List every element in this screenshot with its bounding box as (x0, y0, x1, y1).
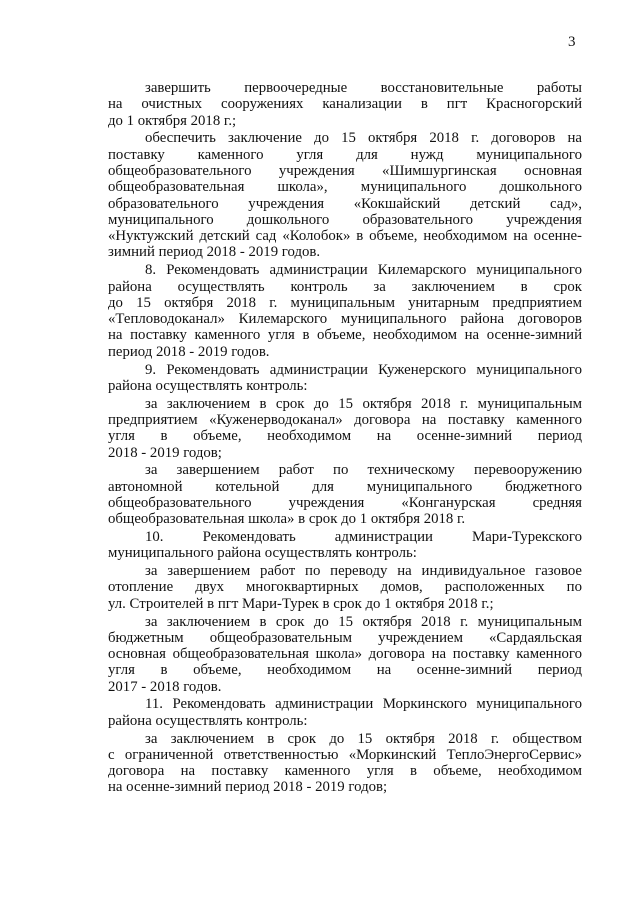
text-line: завершить первоочередные восстановительные работы (145, 80, 582, 96)
text-line: за заключением в срок до 15 октября 2018 г. муниципальным (145, 613, 582, 630)
text-line: отопление двух многоквартирных домов, расположенных по (108, 579, 582, 596)
text-line: основная общеобразовательная школа» договора на поставку каменного (108, 646, 582, 663)
text-line: за заключением в срок до 15 октября 2018 г. обществом (145, 730, 582, 747)
text-line: 10. Рекомендовать администрации Мари-Турекского (145, 529, 582, 546)
text-line: 9. Рекомендовать администрации Куженерского муниципального (145, 361, 582, 378)
text-line: муниципального дошкольного образовательного учреждения (108, 211, 582, 228)
document-body (108, 80, 582, 797)
text-line: с ограниченной ответственностью «Моркинский ТеплоЭнергоСервис» (108, 746, 582, 763)
text-line: района осуществлять контроль: (108, 377, 308, 394)
text-line: на очистных сооружениях канализации в пгт Красногорский (108, 96, 582, 113)
text-line: за завершением работ по переводу на индивидуальное газовое (145, 563, 582, 580)
text-line: ул. Строителей в пгт Мари-Турек в срок до 1 октября 2018 г.; (108, 595, 494, 612)
text-line: поставку каменного угля для нужд муниципального (108, 146, 582, 163)
text-line: угля в объеме, необходимом на осенне-зимний период (108, 428, 582, 445)
text-line: «Нуктужский детский сад «Колобок» в объеме, необходимом на осенне- (108, 228, 582, 245)
text-line: общеобразовательная школа» в срок до 1 октября 2018 г. (108, 511, 466, 528)
text-line: период 2018 - 2019 годов. (108, 343, 270, 360)
text-line: автономной котельной для муниципального бюджетного (108, 478, 582, 495)
paragraph (108, 462, 582, 527)
text-line: обеспечить заключение до 15 октября 2018 г. договоров на (145, 130, 582, 147)
text-line: общеобразовательная школа», муниципального дошкольного (108, 179, 582, 196)
text-line: бюджетным общеобразовательным учреждением «Сардаяльская (108, 629, 582, 646)
paragraph (108, 396, 582, 461)
text-line: 8. Рекомендовать администрации Килемарского муниципального (145, 262, 582, 279)
text-line: муниципального района осуществлять контроль: (108, 545, 417, 562)
text-line: на поставку каменного угля в объеме, необходимом на осенне-зимний (108, 327, 582, 344)
paragraph (108, 130, 582, 260)
text-line: общеобразовательного учреждения «Конганурская средняя (108, 494, 582, 511)
text-line: на осенне-зимний период 2018 - 2019 годов; (108, 779, 388, 796)
paragraph (108, 696, 582, 729)
text-line: зимний период 2018 - 2019 годов. (108, 244, 321, 261)
text-line: 2018 - 2019 годов; (108, 444, 222, 461)
text-line: общеобразовательного учреждения «Шимшургинская основная (108, 162, 582, 179)
paragraph (108, 731, 582, 796)
text-line: угля в объеме, необходимом на осенне-зимний период (108, 662, 582, 679)
text-line: 2017 - 2018 годов. (108, 678, 222, 695)
paragraph (108, 362, 582, 395)
paragraph (108, 563, 582, 612)
page-number: 3 (568, 34, 576, 50)
text-line: «Тепловодоканал» Килемарского муниципального района договоров (108, 311, 582, 328)
text-line: за завершением работ по техническому перевооружению (145, 462, 582, 479)
text-line: предприятием «Куженерводоканал» договора на поставку каменного (108, 411, 582, 428)
text-line: района осуществлять контроль: (108, 712, 308, 729)
text-line: района осуществлять контроль за заключением в срок (108, 278, 582, 295)
paragraph (108, 262, 582, 360)
paragraph (108, 529, 582, 562)
text-line: за заключением в срок до 15 октября 2018 г. муниципальным (145, 395, 582, 412)
text-line: образовательного учреждения «Кокшайский детский сад», (108, 195, 582, 212)
text-line: до 1 октября 2018 г.; (108, 112, 237, 129)
text-line: до 15 октября 2018 г. муниципальным унитарным предприятием (108, 294, 582, 311)
paragraph (108, 614, 582, 695)
text-line: 11. Рекомендовать администрации Моркинского муниципального (145, 696, 582, 713)
text-line: договора на поставку каменного угля в объеме, необходимом (108, 763, 582, 780)
paragraph (108, 80, 582, 129)
